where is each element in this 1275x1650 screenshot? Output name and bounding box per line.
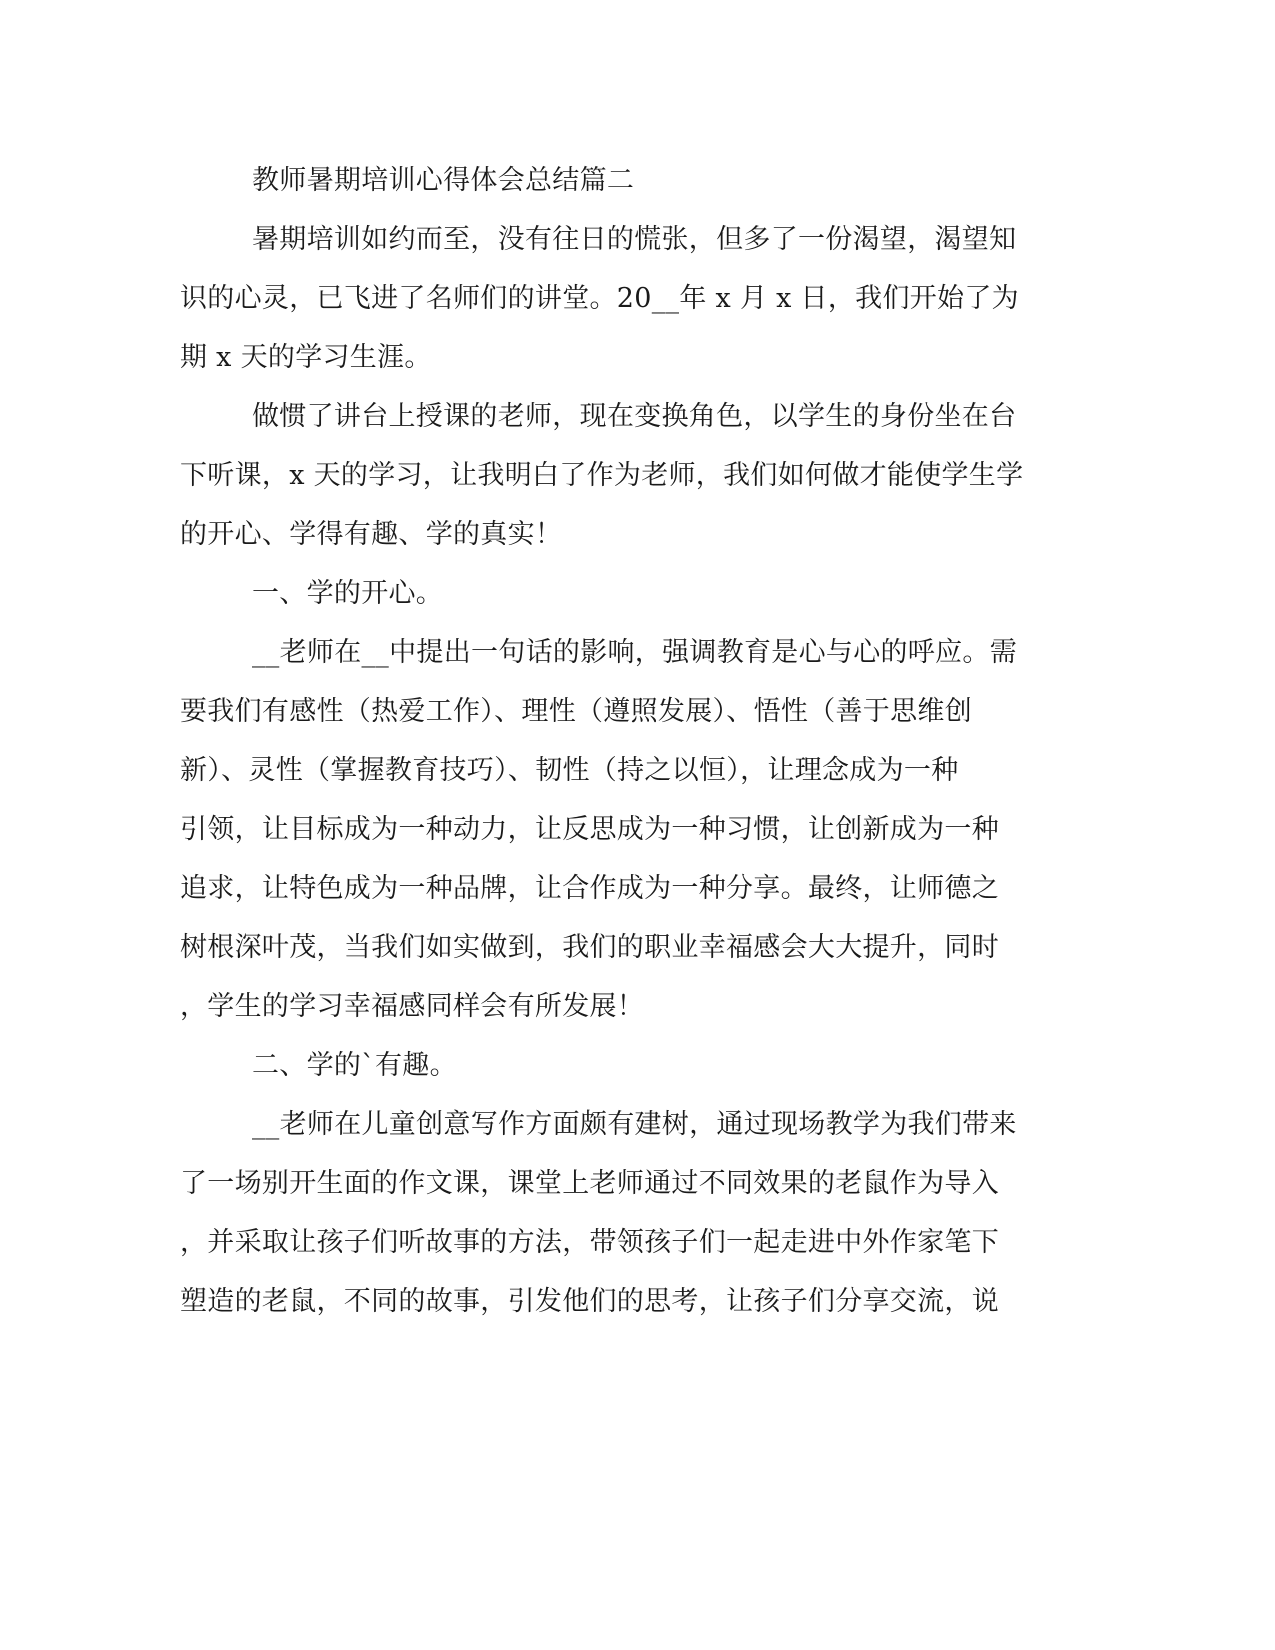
text-line: 引领，让目标成为一种动力，让反思成为一种习惯，让创新成为一种 bbox=[180, 814, 999, 845]
text-line: 了一场别开生面的作文课，课堂上老师通过不同效果的老鼠作为导入 bbox=[180, 1168, 999, 1199]
text-line: 塑造的老鼠，不同的故事，引发他们的思考，让孩子们分享交流，说 bbox=[180, 1286, 999, 1317]
text-line: 新）、灵性（掌握教育技巧）、韧性（持之以恒），让理念成为一种 bbox=[180, 755, 959, 786]
text-line: __老师在__中提出一句话的影响，强调教育是心与心的呼应。需 bbox=[252, 637, 1017, 668]
text-line: 期 x 天的学习生涯。 bbox=[180, 342, 432, 373]
text-line: 下听课，x 天的学习，让我明白了作为老师，我们如何做才能使学生学 bbox=[180, 460, 1024, 491]
text-line: 识的心灵，已飞进了名师们的讲堂。20__年 x 月 x 日，我们开始了为 bbox=[180, 283, 1019, 314]
document-title: 教师暑期培训心得体会总结篇二 bbox=[252, 165, 635, 196]
text-line: 要我们有感性（热爱工作）、理性（遵照发展）、悟性（善于思维创 bbox=[180, 696, 972, 727]
text-line: 做惯了讲台上授课的老师，现在变换角色，以学生的身份坐在台 bbox=[252, 401, 1017, 432]
section-heading: 二、学的`有趣。 bbox=[252, 1050, 457, 1081]
text-line: ，并采取让孩子们听故事的方法，带领孩子们一起走进中外作家笔下 bbox=[180, 1227, 999, 1258]
text-line: 的开心、学得有趣、学的真实！ bbox=[180, 519, 563, 550]
text-line: ，学生的学习幸福感同样会有所发展！ bbox=[180, 991, 645, 1022]
section-heading: 一、学的开心。 bbox=[252, 578, 444, 609]
text-line: 暑期培训如约而至，没有往日的慌张，但多了一份渴望，渴望知 bbox=[252, 224, 1017, 255]
text-line: __老师在儿童创意写作方面颇有建树，通过现场教学为我们带来 bbox=[252, 1109, 1017, 1140]
text-line: 追求，让特色成为一种品牌，让合作成为一种分享。最终，让师德之 bbox=[180, 873, 999, 904]
text-line: 树根深叶茂，当我们如实做到，我们的职业幸福感会大大提升，同时 bbox=[180, 932, 999, 963]
